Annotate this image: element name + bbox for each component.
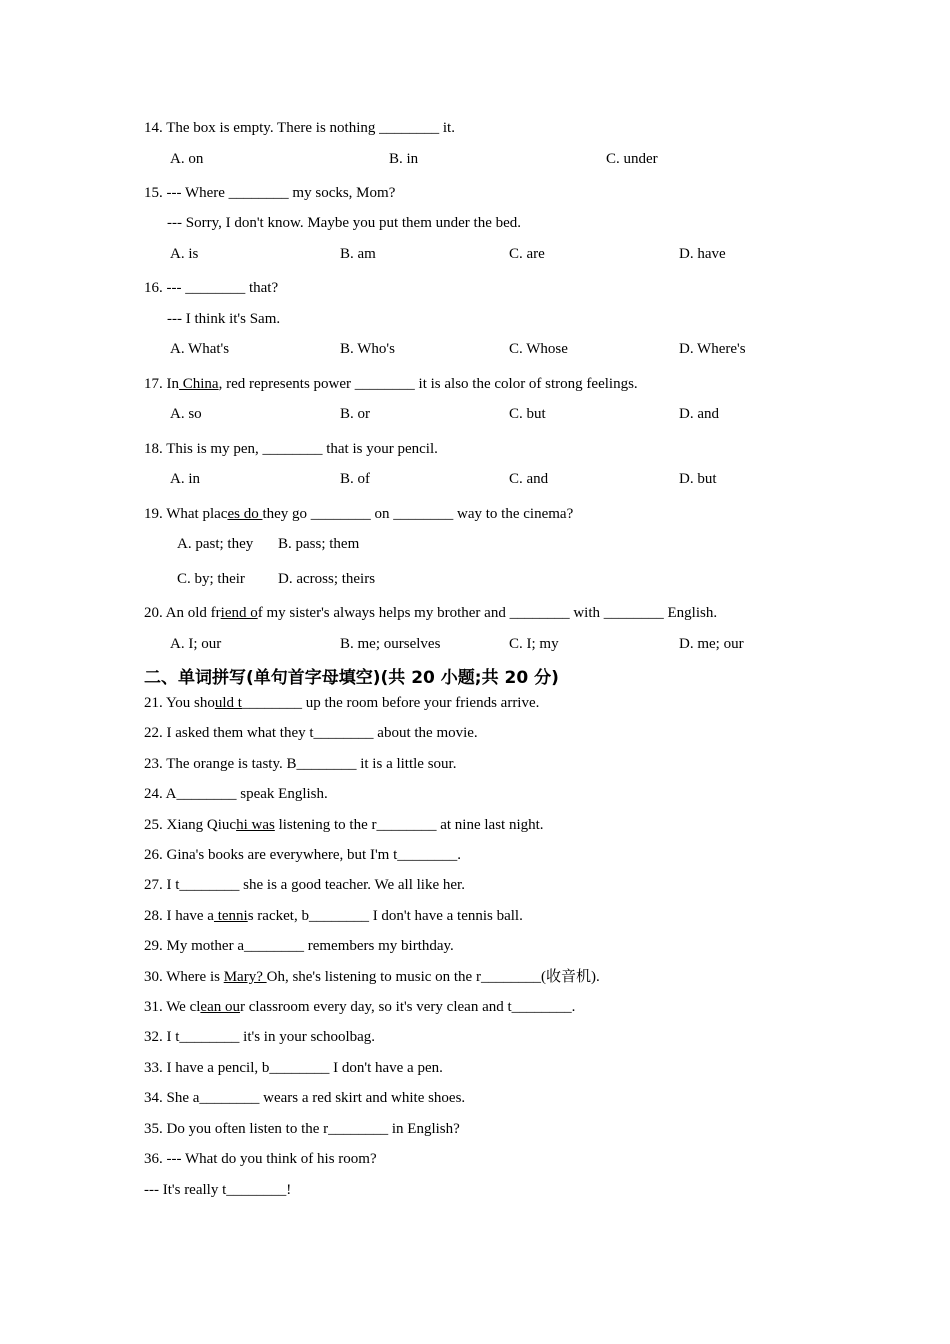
q25: [144, 816, 544, 834]
q28-pre: 28. I have a: [144, 908, 214, 924]
q26: 26. Gina's books are everywhere, but I'm t________.: [144, 847, 461, 863]
q16-option-b: B. Who's: [340, 341, 395, 357]
q18-option-c: C. and: [509, 471, 549, 487]
q29: 29. My mother a________ remembers my birthday.: [144, 938, 454, 954]
section-heading: 二、单词拼写(单句首字母填空)(共 20 小题;共 20 分): [144, 668, 559, 688]
q36-reply: --- It's really t________!: [144, 1182, 292, 1198]
q35: 35. Do you often listen to the r________ in English?: [144, 1121, 460, 1137]
q31-underlined: ean ou: [200, 999, 240, 1015]
q28-post: s racket, b________ I don't have a tennis ball.: [247, 908, 523, 924]
q23: 23. The orange is tasty. B________ it is a little sour.: [144, 756, 457, 772]
q30-underlined: Mary?: [223, 969, 267, 985]
q21-underlined: uld t: [214, 695, 242, 711]
q19-option-b: B. pass; them: [278, 536, 360, 552]
q17-stem: [144, 375, 638, 393]
q16-reply: --- I think it's Sam.: [167, 311, 281, 327]
q28-underlined: tenni: [213, 908, 248, 924]
q24: 24. A________ speak English.: [144, 786, 328, 802]
q20-stem-underlined: iend o: [220, 605, 258, 621]
q14-option-c: C. under: [606, 151, 658, 167]
q16-option-c: C. Whose: [509, 341, 568, 357]
q18-stem: 18. This is my pen, ________ that is your pencil.: [144, 441, 438, 457]
q17-option-a: A. so: [170, 406, 202, 422]
q14-option-b: B. in: [389, 151, 419, 167]
q19-stem-pre: 19. What plac: [144, 506, 228, 522]
q16-stem: 16. --- ________ that?: [144, 280, 279, 296]
q34: 34. She a________ wears a red skirt and white shoes.: [144, 1090, 466, 1106]
q19-option-d: D. across; theirs: [278, 571, 376, 587]
q16-option-d: D. Where's: [679, 341, 746, 357]
q17-stem-pre: 17. In: [144, 376, 179, 392]
q18-option-a: A. in: [170, 471, 200, 487]
q20-option-d: D. me; our: [679, 636, 744, 652]
q15-option-d: D. have: [679, 246, 726, 262]
q20-stem: [144, 604, 717, 622]
q27: 27. I t________ she is a good teacher. We all like her.: [144, 877, 465, 893]
q31: [144, 998, 575, 1016]
q19-stem: [144, 505, 573, 523]
q19-stem-post: they go ________ on ________ way to the cinema?: [262, 506, 574, 522]
q21-post: ________ up the room before your friends arrive.: [241, 695, 540, 711]
q15-stem: 15. --- Where ________ my socks, Mom?: [144, 185, 396, 201]
q25-post: listening to the r________ at nine last night.: [274, 817, 544, 833]
q31-post: r classroom every day, so it's very clean and t________.: [240, 999, 576, 1015]
q25-pre: 25. Xiang Qiuc: [144, 817, 237, 833]
q36-stem: 36. --- What do you think of his room?: [144, 1151, 377, 1167]
q20-option-c: C. I; my: [509, 636, 559, 652]
q20-stem-post: f my sister's always helps my brother and ________ with ________ English.: [257, 605, 718, 621]
q21: [144, 694, 539, 712]
q17-stem-underlined: China: [179, 376, 219, 392]
q31-pre: 31. We cl: [144, 999, 201, 1015]
q25-underlined: hi was: [236, 817, 275, 833]
q30-post: Oh, she's listening to music on the r________(收音机).: [266, 969, 600, 985]
q15-option-c: C. are: [509, 246, 545, 262]
q17-option-c: C. but: [509, 406, 546, 422]
q15-reply: --- Sorry, I don't know. Maybe you put them under the bed.: [167, 215, 522, 231]
q32: 32. I t________ it's in your schoolbag.: [144, 1029, 376, 1045]
q19-stem-underlined: es do: [227, 506, 263, 522]
q16-option-a: A. What's: [170, 341, 230, 357]
q17-option-b: B. or: [340, 406, 370, 422]
q28: [144, 907, 523, 925]
q19-option-c: C. by; their: [177, 571, 245, 587]
q30: [144, 968, 600, 986]
q15-option-a: A. is: [170, 246, 199, 262]
q18-option-d: D. but: [679, 471, 717, 487]
q30-pre: 30. Where is: [144, 969, 224, 985]
q33: 33. I have a pencil, b________ I don't have a pen.: [144, 1060, 443, 1076]
q17-option-d: D. and: [679, 406, 719, 422]
q20-option-b: B. me; ourselves: [340, 636, 441, 652]
q20-stem-pre: 20. An old fr: [144, 605, 221, 621]
q14-stem: 14. The box is empty. There is nothing ________ it.: [144, 120, 455, 136]
q20-option-a: A. I; our: [170, 636, 222, 652]
q14-option-a: A. on: [170, 151, 204, 167]
q17-stem-post: , red represents power ________ it is also the color of strong feelings.: [218, 376, 638, 392]
q22: 22. I asked them what they t________ about the movie.: [144, 725, 478, 741]
q21-pre: 21. You sho: [144, 695, 215, 711]
q19-option-a: A. past; they: [177, 536, 254, 552]
q15-option-b: B. am: [340, 246, 376, 262]
q18-option-b: B. of: [340, 471, 370, 487]
